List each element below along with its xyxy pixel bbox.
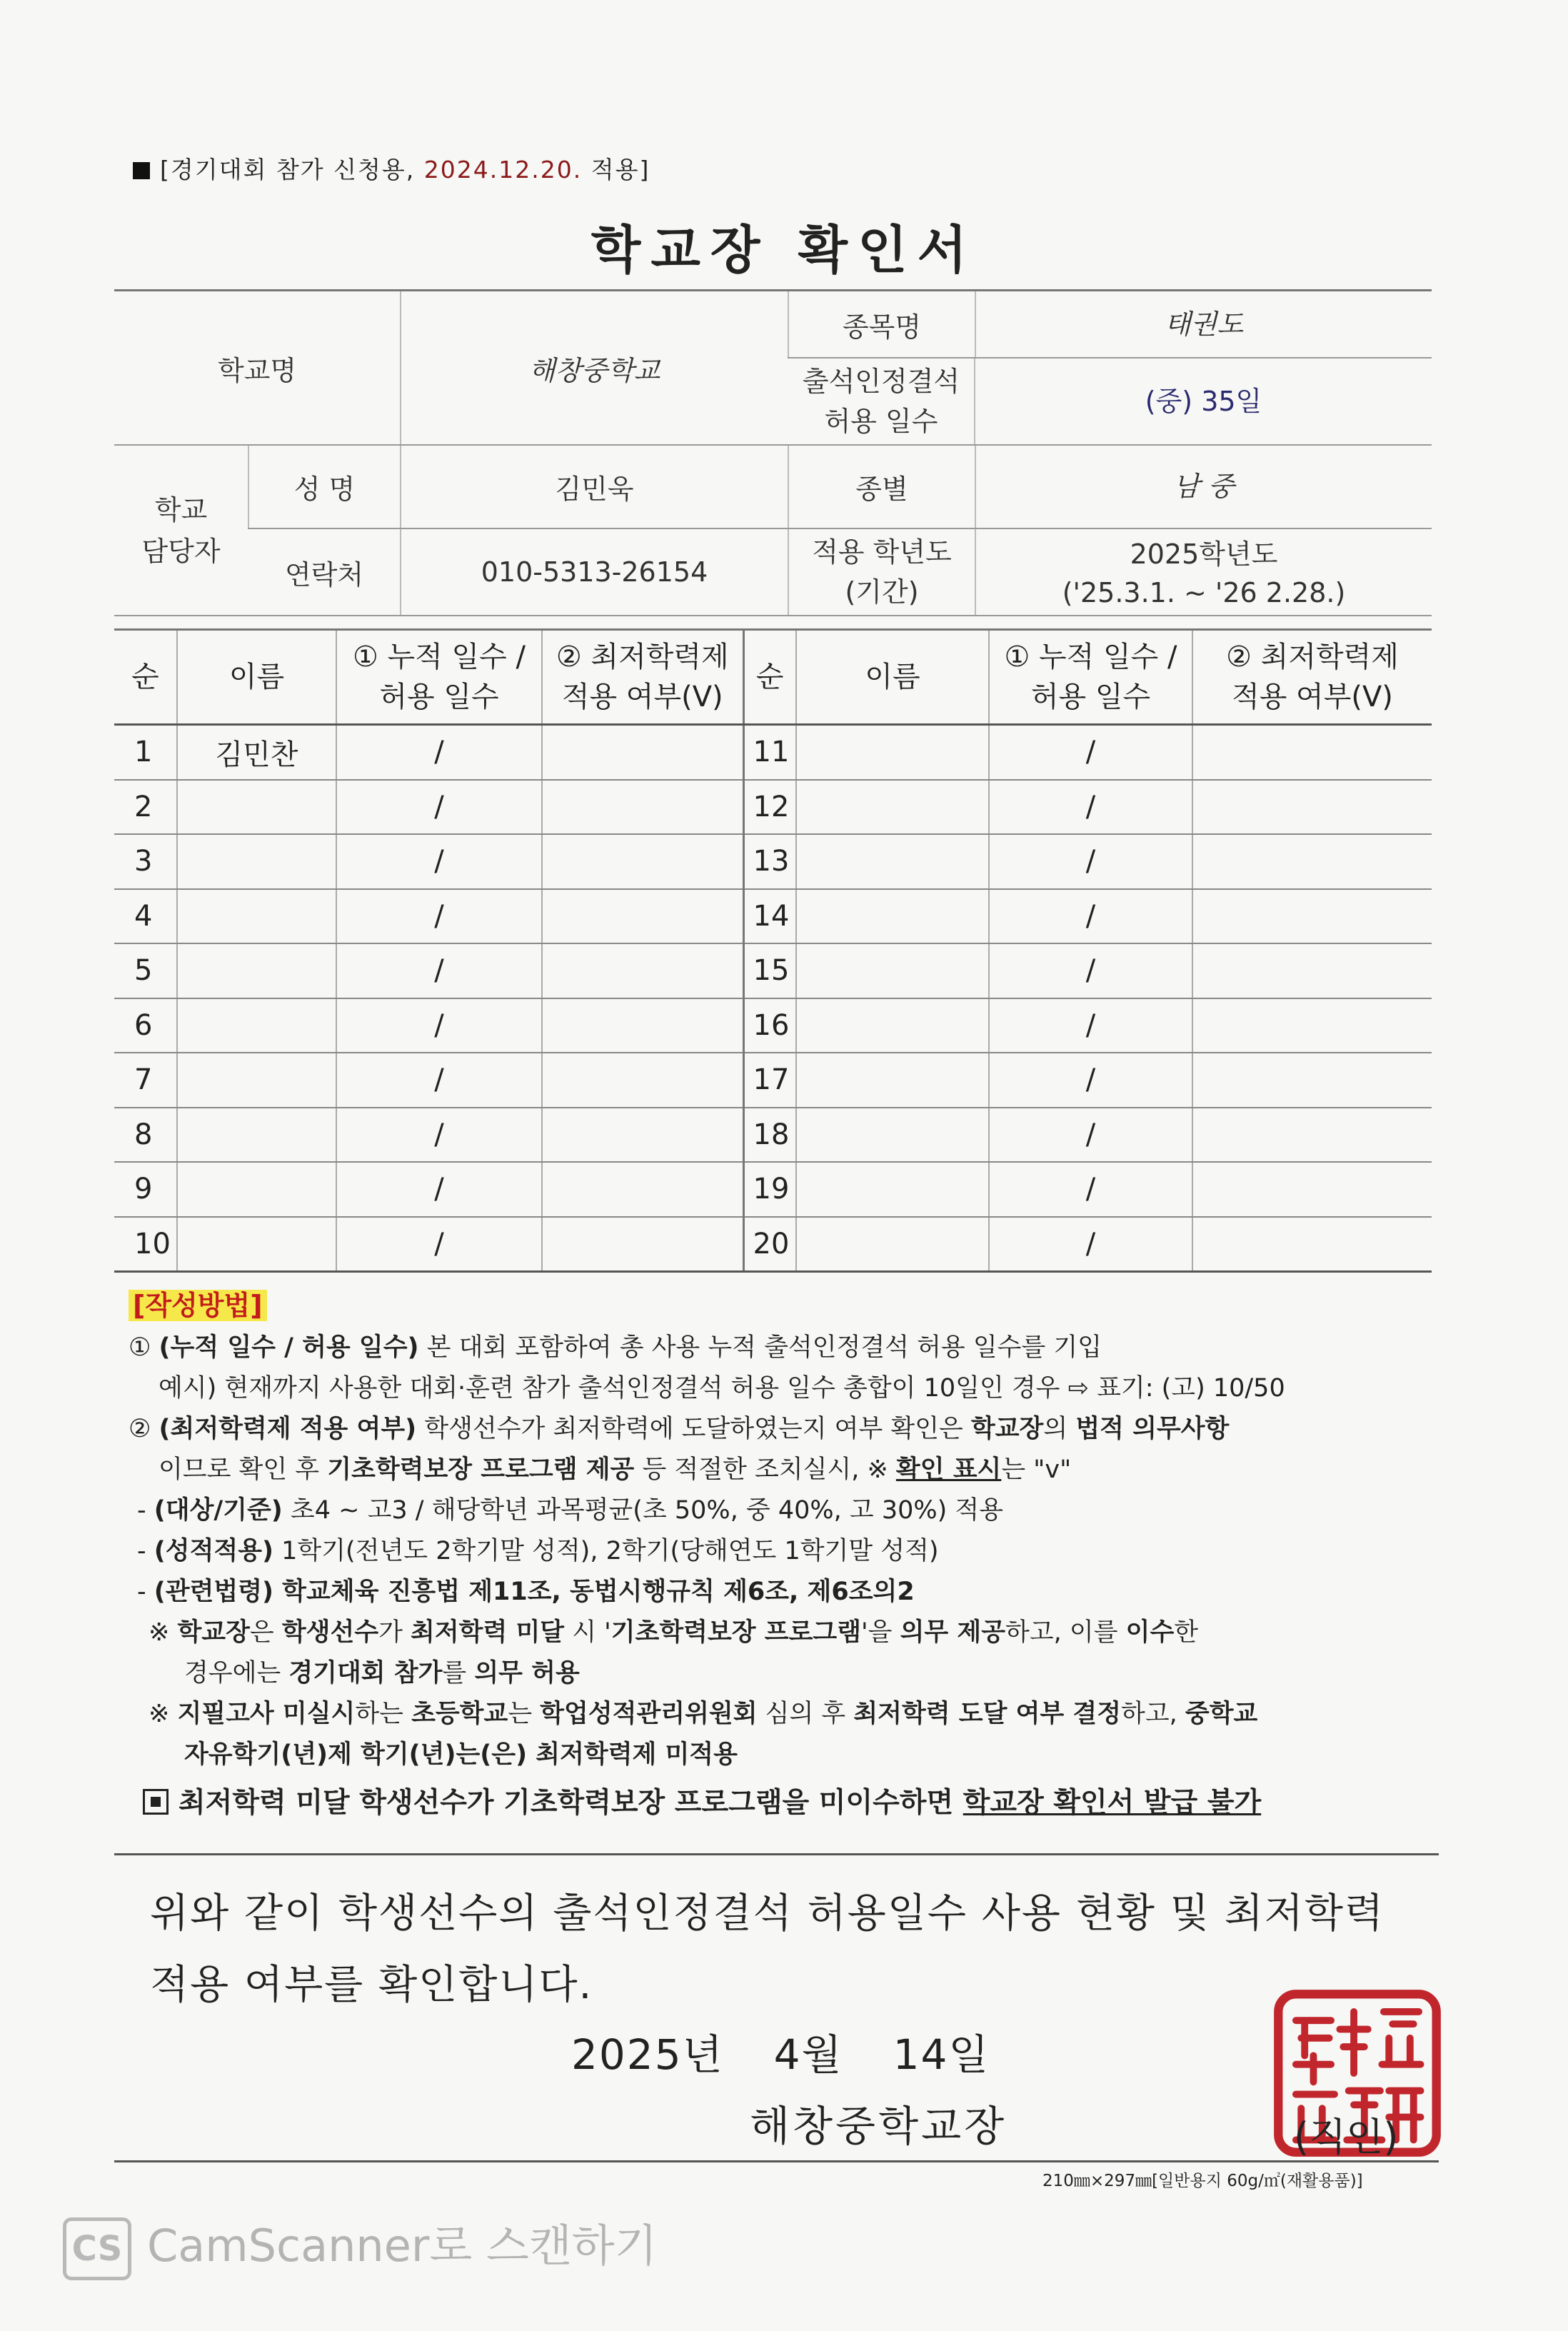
divider <box>114 1853 1439 1855</box>
instruction-line: - (관련법령) 학교체육 진흥법 제11조, 동법시행규칙 제6조, 제6조의2 <box>137 1578 915 1606</box>
days-cell[interactable]: / <box>989 889 1192 944</box>
student-name[interactable] <box>177 998 336 1053</box>
name-value: 김민욱 <box>401 445 788 528</box>
student-name[interactable] <box>177 943 336 998</box>
min-cell[interactable] <box>1192 780 1432 835</box>
days-cell[interactable]: / <box>336 834 542 889</box>
student-name[interactable] <box>796 1053 989 1108</box>
days-cell[interactable]: / <box>336 1053 542 1108</box>
contact-label: 연락처 <box>248 528 401 616</box>
camscanner-watermark: CS CamScanner로 스캔하기 <box>63 2210 658 2280</box>
instruction-line: 이므로 확인 후 기초학력보장 프로그램 제공 등 적절한 조치실시, ※ 확인 표시는 "v" <box>159 1455 1072 1484</box>
student-name[interactable] <box>796 780 989 835</box>
gender-value: 남 중 <box>975 446 1432 528</box>
divider <box>114 2160 1439 2162</box>
days-cell[interactable]: / <box>989 834 1192 889</box>
row-number: 16 <box>743 998 796 1053</box>
min-cell[interactable] <box>1192 1108 1432 1163</box>
days-cell[interactable]: / <box>336 1217 542 1272</box>
row-number: 2 <box>114 780 177 835</box>
days-cell[interactable]: / <box>989 943 1192 998</box>
contact-value: 010-5313-26154 <box>401 528 788 616</box>
min-cell[interactable] <box>542 780 743 835</box>
instruction-line: 자유학기(년)제 학기(년)는(은) 최저학력제 미적용 <box>184 1740 738 1769</box>
paper-spec: 210㎜×297㎜[일반용지 60g/㎡(재활용품)] <box>1042 2172 1363 2190</box>
roster-header <box>114 630 1432 725</box>
student-name[interactable] <box>177 1217 336 1272</box>
instruction-line: 경우에는 경기대회 참가를 의무 허용 <box>184 1659 580 1688</box>
header-no: 순 <box>743 630 796 725</box>
min-cell[interactable] <box>542 889 743 944</box>
min-cell[interactable] <box>542 834 743 889</box>
row-number: 3 <box>114 834 177 889</box>
square-bullet-icon <box>143 1789 169 1815</box>
min-cell[interactable] <box>542 943 743 998</box>
seal-caption: (직인) <box>1294 2115 1399 2160</box>
days-cell[interactable]: / <box>336 889 542 944</box>
row-number: 17 <box>743 1053 796 1108</box>
form-header: [경기대회 참가 신청용, 2024.12.20. 적용] <box>133 151 650 185</box>
student-name[interactable] <box>796 1217 989 1272</box>
roster-row <box>114 1053 1432 1108</box>
student-name[interactable] <box>177 1162 336 1217</box>
instruction-line: ※ 학교장은 학생선수가 최저학력 미달 시 '기초학력보장 프로그램'을 의무 제공하고, 이를 이수한 <box>149 1618 1199 1647</box>
roster-row <box>114 834 1432 889</box>
row-number: 4 <box>114 889 177 944</box>
issue-date: 2025년 4월 14일 <box>571 2030 990 2079</box>
confirmation-text: 위와 같이 학생선수의 출석인정결석 허용일수 사용 현황 및 최저학력 적용 여부를 확인합니다. <box>150 1890 1385 2008</box>
student-name[interactable] <box>177 780 336 835</box>
row-number: 1 <box>114 725 177 780</box>
header-name: 이름 <box>177 630 336 725</box>
min-cell[interactable] <box>1192 998 1432 1053</box>
min-cell[interactable] <box>542 1053 743 1108</box>
absence-value: (중) 35일 <box>974 359 1432 444</box>
min-cell[interactable] <box>1192 943 1432 998</box>
days-cell[interactable]: / <box>989 1053 1192 1108</box>
roster-row <box>114 1108 1432 1163</box>
min-cell[interactable] <box>1192 889 1432 944</box>
student-name[interactable] <box>796 834 989 889</box>
roster-row <box>114 1162 1432 1217</box>
min-cell[interactable] <box>1192 725 1432 780</box>
instructions-label: [작성방법] <box>129 1290 267 1321</box>
student-name[interactable] <box>796 889 989 944</box>
days-cell[interactable]: / <box>336 1108 542 1163</box>
header-no: 순 <box>114 630 177 725</box>
row-number: 11 <box>743 725 796 780</box>
absence-label: 출석인정결석 허용 일수 <box>802 366 960 437</box>
row-number: 6 <box>114 998 177 1053</box>
row-number: 9 <box>114 1162 177 1217</box>
header-name: 이름 <box>796 630 989 725</box>
manager-label: 학교 담당자 <box>114 445 248 616</box>
camscanner-logo-icon: CS <box>63 2217 131 2280</box>
min-cell[interactable] <box>1192 1053 1432 1108</box>
row-number: 18 <box>743 1108 796 1163</box>
student-name[interactable] <box>177 1108 336 1163</box>
min-cell[interactable] <box>542 1162 743 1217</box>
student-name[interactable] <box>177 889 336 944</box>
roster-row <box>114 943 1432 998</box>
header-min: ② 최저학력제 적용 여부(V) <box>1192 630 1432 725</box>
days-cell[interactable]: / <box>336 780 542 835</box>
page-title: 학교장 확인서 <box>590 220 978 280</box>
year-value: 2025학년도 ('25.3.1. ~ '26 2.28.) <box>975 529 1432 615</box>
school-label: 학교명 <box>114 291 401 446</box>
header-days: ① 누적 일수 / 허용 일수 <box>989 630 1192 725</box>
header-date: 2024.12.20. <box>423 156 583 184</box>
instruction-line: ① (누적 일수 / 허용 일수) 본 대회 포함하여 총 사용 누적 출석인정결석 허용 일수를 기입 <box>129 1333 1102 1362</box>
min-cell[interactable] <box>542 998 743 1053</box>
row-number: 10 <box>114 1217 177 1272</box>
header-days: ① 누적 일수 / 허용 일수 <box>336 630 542 725</box>
row-number: 13 <box>743 834 796 889</box>
student-name[interactable] <box>796 998 989 1053</box>
roster-table <box>114 628 1432 1273</box>
principal-name: 해창중학교장 <box>750 2102 1007 2150</box>
instructions <box>129 1285 1435 1823</box>
min-cell[interactable] <box>542 1108 743 1163</box>
row-number: 12 <box>743 780 796 835</box>
days-cell[interactable]: / <box>336 998 542 1053</box>
roster-row <box>114 1217 1432 1272</box>
event-label: 종목명 <box>842 311 922 343</box>
student-name[interactable] <box>796 943 989 998</box>
student-name[interactable] <box>796 725 989 780</box>
roster-row <box>114 889 1432 944</box>
days-cell[interactable]: / <box>989 780 1192 835</box>
instruction-line: ※ 지필고사 미실시하는 초등학교는 학업성적관리위원회 심의 후 최저학력 도달 여부 결정하고, 중학교 <box>149 1700 1258 1728</box>
days-cell[interactable]: / <box>336 943 542 998</box>
days-cell[interactable]: / <box>989 725 1192 780</box>
min-cell[interactable] <box>1192 834 1432 889</box>
row-number: 15 <box>743 943 796 998</box>
name-label: 성 명 <box>248 445 401 528</box>
days-cell[interactable]: / <box>336 725 542 780</box>
days-cell[interactable]: / <box>989 1108 1192 1163</box>
student-name[interactable] <box>796 1108 989 1163</box>
days-cell[interactable]: / <box>989 998 1192 1053</box>
student-name[interactable] <box>796 1162 989 1217</box>
student-name[interactable] <box>177 834 336 889</box>
event-value: 태권도 <box>975 291 1432 357</box>
roster-row <box>114 780 1432 835</box>
square-bullet-icon <box>133 162 150 179</box>
min-cell[interactable] <box>542 1217 743 1272</box>
instruction-line: 예시) 현재까지 사용한 대회·훈련 참가 출석인정결석 허용 일수 총합이 10일인 경우 ⇨ 표기: (고) 10/50 <box>159 1374 1285 1403</box>
min-cell[interactable] <box>1192 1162 1432 1217</box>
instruction-line: ② (최저학력제 적용 여부) 학생선수가 최저학력에 도달하였는지 여부 확인은 학교장의 법적 의무사항 <box>129 1415 1230 1443</box>
row-number: 20 <box>743 1217 796 1272</box>
instruction-line: - (대상/기준) 초4 ~ 고3 / 해당학년 과목평균(초 50%, 중 40%, 고 30%) 적용 <box>137 1496 1004 1525</box>
roster-row <box>114 998 1432 1053</box>
student-name[interactable]: 김민찬 <box>177 725 336 780</box>
instruction-line: - (성적적용) 1학기(전년도 2학기말 성적), 2학기(당해연도 1학기말 성적) <box>137 1537 939 1565</box>
row-number: 19 <box>743 1162 796 1217</box>
row-number: 7 <box>114 1053 177 1108</box>
days-cell[interactable]: / <box>989 1217 1192 1272</box>
days-cell[interactable]: / <box>336 1162 542 1217</box>
student-name[interactable] <box>177 1053 336 1108</box>
school-info-table <box>114 289 1432 616</box>
days-cell[interactable]: / <box>989 1162 1192 1217</box>
roster-row <box>114 725 1432 780</box>
row-number: 5 <box>114 943 177 998</box>
gender-label: 종별 <box>855 473 908 505</box>
min-cell[interactable] <box>1192 1217 1432 1272</box>
school-value: 해창중학교 <box>401 291 788 446</box>
row-number: 14 <box>743 889 796 944</box>
year-label: 적용 학년도 (기간) <box>812 536 952 608</box>
row-number: 8 <box>114 1108 177 1163</box>
min-cell[interactable] <box>542 725 743 780</box>
header-min: ② 최저학력제 적용 여부(V) <box>542 630 743 725</box>
warning-line: 최저학력 미달 학생선수가 기초학력보장 프로그램을 미이수하면 학교장 확인서 발급 불가 <box>129 1783 1435 1823</box>
